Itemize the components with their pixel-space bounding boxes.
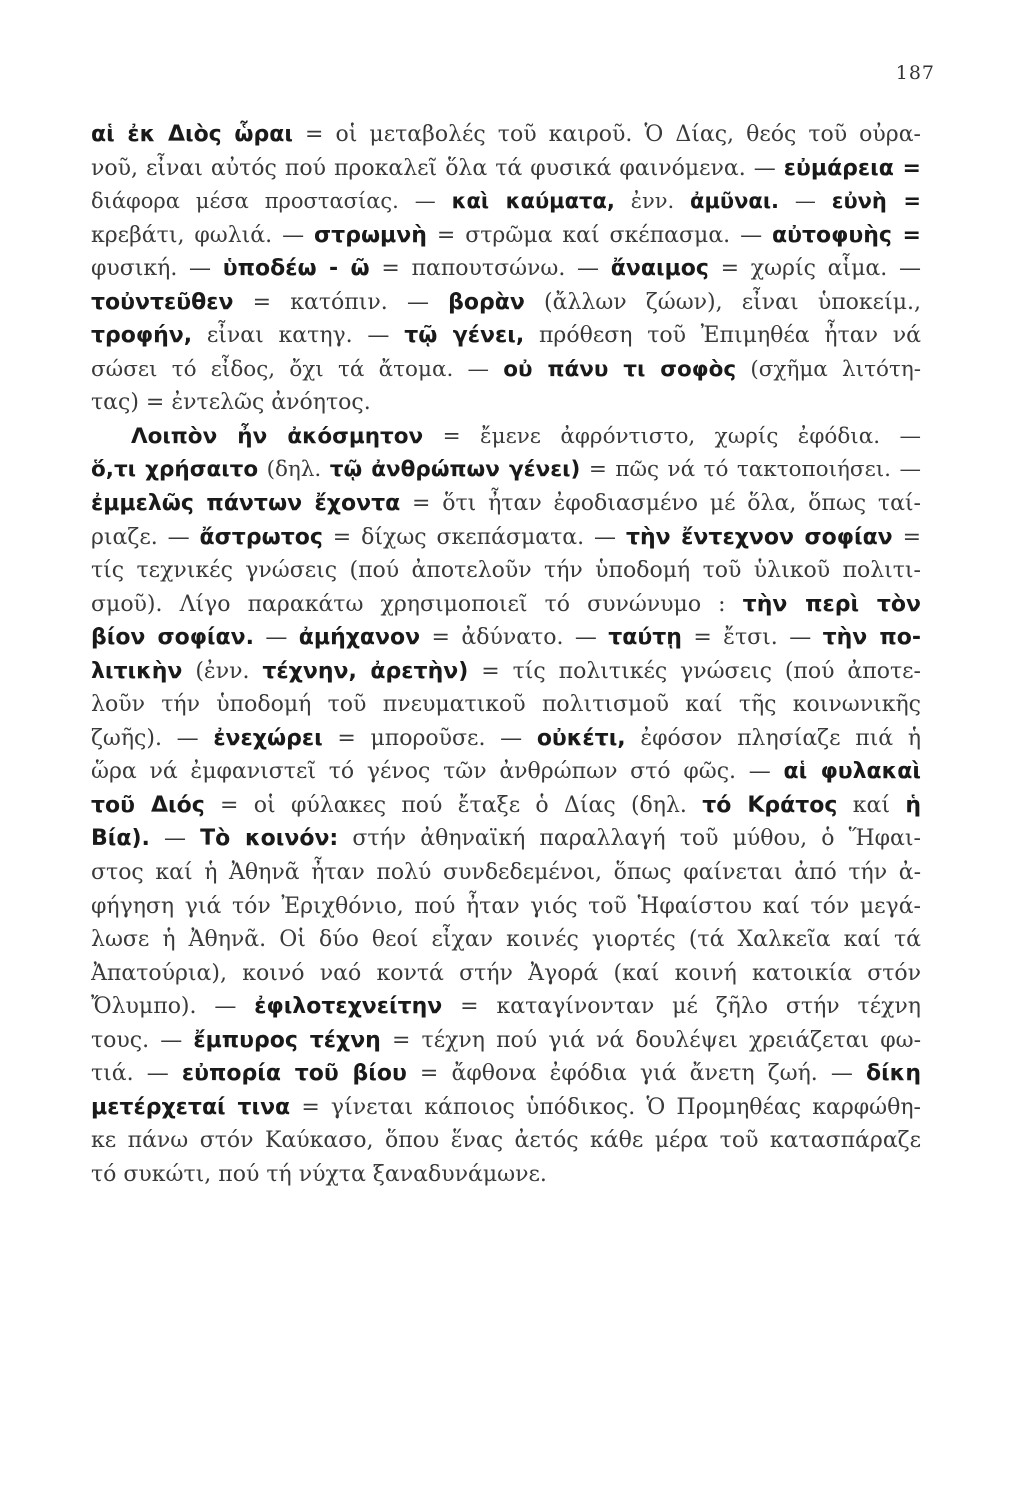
gloss-text: ἐνν. — [614, 189, 691, 214]
gloss-text: κε πάνω στόν Καύκασο, ὅπου ἕνας ἀετός κάθε μέρα τοῦ κατασπάραζε — [91, 1128, 921, 1154]
lemma-term: οὐκέτι, — [536, 725, 626, 751]
gloss-text: τους. — — [91, 1027, 194, 1053]
text-line — [91, 219, 921, 253]
gloss-text: = τίς πολιτικές γνώσεις (πού ἀποτε- — [468, 658, 921, 684]
gloss-text: (δηλ. — [258, 457, 330, 483]
gloss-text: = χωρίς αἷμα. — — [708, 256, 921, 282]
text-line — [91, 453, 921, 487]
lemma-term: τῷ ἀνθρώπων γένει) — [329, 457, 581, 483]
text-line — [91, 286, 921, 320]
gloss-text: Ὄλυμπο). — — [91, 994, 255, 1020]
lemma-term: ἔμπυρος τέχνη — [193, 1027, 381, 1053]
lemma-term: οὐ πάνυ τι σοφὸς — [503, 356, 737, 382]
gloss-text: Ἀπατούρια), κοινό ναό κοντά στήν Ἀγορά (καί κοινή κατοικία στόν — [91, 960, 921, 986]
lemma-term: Βία). — [91, 826, 150, 852]
gloss-text: σώσει τό εἶδος, ὄχι τά ἄτομα. — — [91, 356, 504, 382]
gloss-text: = καταγίνονταν μέ ζῆλο στήν τέχνη — [442, 994, 921, 1020]
lemma-term: ἐφιλοτεχνείτην — [254, 994, 443, 1020]
gloss-text: = ὅτι ἦταν ἐφοδιασμένο μέ ὅλα, ὅπως ταί- — [400, 491, 921, 517]
lemma-term: βορὰν — [448, 289, 525, 315]
text-line — [91, 1057, 921, 1091]
text-line — [91, 856, 921, 890]
text-line — [91, 957, 921, 991]
text-line — [91, 655, 921, 689]
text-line — [91, 1124, 921, 1158]
gloss-text: διάφορα μέσα προστασίας. — — [91, 189, 452, 214]
gloss-text: — — [253, 625, 299, 651]
gloss-text: λωσε ἡ Ἀθηνᾶ. Οἱ δύο θεοί εἶχαν κοινές γιορτές (τά Χαλκεῖα καί τά — [91, 927, 921, 953]
lemma-term: τέχνην, ἀρετὴν) — [262, 658, 469, 684]
text-line — [91, 621, 921, 655]
gloss-text: ριαζε. — — [91, 524, 200, 550]
gloss-text: τό συκώτι, πού τή νύχτα ξαναδυνάμωνε. — [91, 1161, 547, 1187]
text-line — [91, 554, 921, 588]
gloss-text: στος καί ἡ Ἀθηνᾶ ἦταν πολύ συνδεδεμένοι, ὅπως φαίνεται ἀπό τήν ἀ- — [91, 860, 921, 886]
gloss-text: τιά. — — [91, 1061, 182, 1087]
text-line — [91, 1091, 921, 1125]
gloss-text: καί — [837, 792, 906, 818]
text-line — [91, 588, 921, 622]
text-line — [91, 923, 921, 957]
text-line — [91, 890, 921, 924]
gloss-text: εἶναι κατηγ. — — [192, 323, 405, 349]
gloss-text: τίς τεχνικές γνώσεις (πού ἀποτελοῦν τήν ὑποδομή τοῦ ὑλικοῦ πολιτι- — [91, 558, 921, 584]
text-line — [91, 252, 921, 286]
gloss-text: = ἔτσι. — — [681, 625, 823, 651]
lemma-term: εὐπορία τοῦ βίου — [181, 1061, 407, 1087]
gloss-text: = τέχνη πού γιά νά δουλέψει χρειάζεται φω- — [380, 1027, 921, 1053]
lemma-term: ὑποδέω - ῶ — [222, 256, 370, 282]
page-number: 187 — [895, 62, 935, 84]
text-line — [91, 353, 921, 387]
gloss-text: (ἐνν. — [182, 658, 263, 684]
lemma-term: ἄναιμος — [610, 256, 709, 282]
gloss-text: φυσική. — — [91, 256, 223, 282]
lemma-term: τοῦ Διός — [91, 792, 205, 818]
lemma-term: αἱ ἐκ Διὸς ὧραι — [91, 122, 293, 147]
gloss-text: = γίνεται κάποιος ὑπόδικος. Ὁ Προμηθέας καρφώθη- — [290, 1094, 921, 1120]
gloss-text: νοῦ, εἶναι αὐτός πού προκαλεῖ ὅλα τά φυσικά φαινόμενα. — — [91, 155, 784, 181]
gloss-text: (ἄλλων ζώων), εἶναι ὑποκείμ., — [524, 289, 921, 315]
text-line — [91, 521, 921, 555]
lemma-term: τὴν ἔντεχνον σοφίαν — [625, 524, 893, 550]
gloss-text: = παπουτσώνω. — — [369, 256, 611, 282]
lemma-term: ἀμήχανον — [298, 625, 421, 651]
lemma-term: τῷ γένει, — [404, 323, 525, 349]
lemma-term: εὐμάρεια = — [783, 155, 921, 181]
text-line — [91, 1158, 921, 1192]
gloss-text: = ἄφθονα ἐφόδια γιά ἄνετη ζωή. — — [406, 1061, 866, 1087]
gloss-text: (σχῆμα λιτότη- — [736, 356, 921, 382]
gloss-text: — — [149, 826, 201, 852]
gloss-text: = οἱ φύλακες πού ἔταξε ὁ Δίας (δηλ. — [204, 792, 703, 818]
lemma-term: ἡ — [905, 792, 921, 818]
lemma-term: ἄστρωτος — [199, 524, 323, 550]
gloss-text: ὥρα νά ἐμφανιστεῖ τό γένος τῶν ἀνθρώπων στό φῶς. — — [91, 759, 784, 785]
gloss-text: = οἱ μεταβολές τοῦ καιροῦ. Ὁ Δίας, θεός τοῦ οὐρα- — [292, 122, 921, 147]
lemma-term: ἐμμελῶς πάντων ἔχοντα — [91, 491, 401, 517]
text-line — [91, 822, 921, 856]
gloss-text: = πῶς νά τό τακτοποιήσει. — — [580, 457, 921, 483]
lemma-term: ἐνεχώρει — [213, 725, 323, 751]
lemma-term: Λοιπὸν ἦν ἀκόσμητον — [131, 423, 424, 449]
gloss-text: κρεβάτι, φωλιά. — — [91, 222, 315, 248]
gloss-text: = — [892, 524, 921, 550]
text-line — [91, 990, 921, 1024]
text-line — [91, 152, 921, 186]
text-line — [91, 185, 921, 219]
lemma-term: καὶ καύματα, — [451, 189, 615, 214]
lemma-term: μετέρχεταί τινα — [91, 1094, 291, 1120]
gloss-text: = δίχως σκεπάσματα. — — [322, 524, 626, 550]
lemma-term: τροφήν, — [91, 323, 193, 349]
lemma-term: ὅ,τι χρήσαιτο — [91, 457, 259, 483]
lemma-term: τοὐντεῦθεν — [91, 289, 234, 315]
lemma-term: βίον σοφίαν. — [91, 625, 254, 651]
lemma-term: αἱ φυλακαὶ — [783, 759, 921, 785]
text-line — [91, 118, 921, 152]
text-line — [91, 755, 921, 789]
gloss-text: φήγηση γιά τόν Ἐριχθόνιο, πού ἦταν γιός τοῦ Ἡφαίστου καί τόν μεγά- — [91, 893, 921, 919]
text-line — [91, 319, 921, 353]
text-line — [91, 386, 921, 420]
lemma-term: τό Κράτος — [702, 792, 838, 818]
lemma-term: στρωμνὴ — [314, 222, 427, 248]
gloss-text: = στρῶμα καί σκέπασμα. — — [426, 222, 773, 248]
gloss-text: σμοῦ). Λίγο παρακάτω χρησιμοποιεῖ τό συνώνυμο : — [91, 591, 743, 617]
gloss-text: = κατόπιν. — — [233, 289, 449, 315]
lemma-term: ἀμῦναι. — [690, 189, 779, 214]
gloss-text: ζωῆς). — — [91, 725, 214, 751]
text-line — [91, 420, 921, 454]
lemma-term: ταύτῃ — [608, 625, 682, 651]
lemma-term: δίκη — [866, 1061, 921, 1087]
gloss-text: στήν ἀθηναϊκή παραλλαγή τοῦ μύθου, ὁ Ἥφαι- — [338, 826, 921, 852]
text-line — [91, 688, 921, 722]
lemma-term: τὴν πο- — [822, 625, 921, 651]
gloss-text: = μποροῦσε. — — [322, 725, 537, 751]
gloss-text: πρόθεση τοῦ Ἐπιμηθέα ἦταν νά — [524, 323, 921, 349]
gloss-text: τας) = ἐντελῶς ἀνόητος. — [91, 390, 371, 416]
text-line — [91, 722, 921, 756]
text-line — [91, 789, 921, 823]
lemma-term: εὐνὴ = — [831, 189, 921, 214]
lemma-term: Τὸ κοινόν: — [200, 826, 339, 852]
lemma-term: λιτικὴν — [91, 658, 183, 684]
gloss-text: = ἀδύνατο. — — [420, 625, 609, 651]
gloss-text: = ἔμενε ἀφρόντιστο, χωρίς ἐφόδια. — — [423, 423, 921, 449]
text-line — [91, 487, 921, 521]
gloss-text: ἐφόσον πλησίαζε πιά ἡ — [625, 725, 921, 751]
lemma-term: αὐτοφυὴς = — [772, 222, 921, 248]
text-line — [91, 1024, 921, 1058]
gloss-text: λοῦν τήν ὑποδομή τοῦ πνευματικοῦ πολιτισμοῦ καί τῆς κοινωνικῆς — [91, 692, 921, 718]
lemma-term: τὴν περὶ τὸν — [742, 591, 921, 617]
gloss-text: — — [779, 189, 832, 214]
commentary-text — [91, 118, 921, 1192]
